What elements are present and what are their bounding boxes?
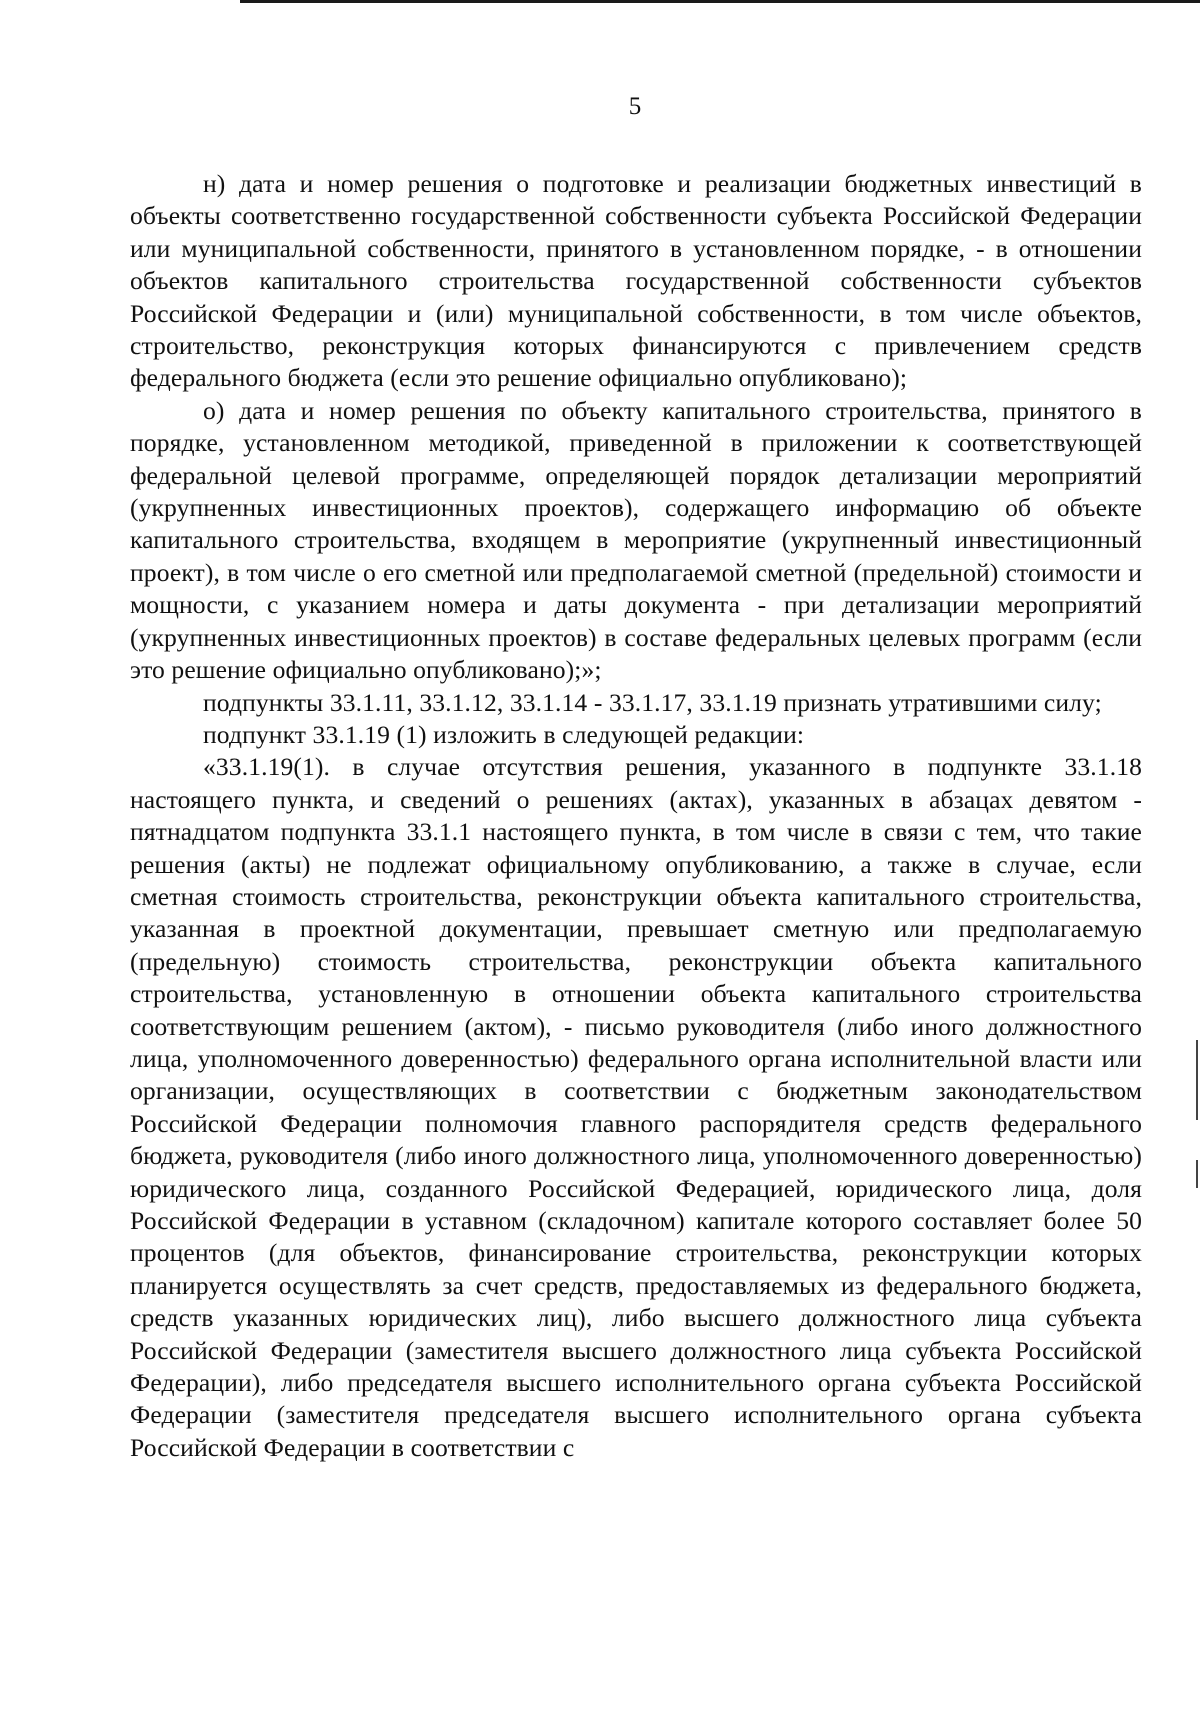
paragraph-repeal: подпункты 33.1.11, 33.1.12, 33.1.14 - 33.1.17, 33.1.19 признать утратившими силу; bbox=[203, 687, 1102, 717]
paragraph-o: о) дата и номер решения по объекту капитального строительства, принятого в порядке, установленном методикой, приведенной в приложении к соответствующей федеральной целевой программе, определяющей порядок детализации мероприятий (укрупненных инвестиционных проектов), содержащего информацию об объекте капитального строительства, входящем в мероприятие (укрупненный инвестиционный проект), в том числе о его сметной или предполагаемой сметной (предельной) стоимости и мощности, с указанием номера и даты документа - при детализации мероприятий (укрупненных инвестиционных проектов) в составе федеральных целевых программ (если это решение официально опубликовано);»; bbox=[130, 395, 1142, 685]
paragraph-33-1-19-1: «33.1.19(1). в случае отсутствия решения, указанного в подпункте 33.1.18 настоящего пункта, и сведений о решениях (актах), указанных в абзацах девятом - пятнадцатом подпункта 33.1.1 настоящего пункта, в том числе в связи с тем, что такие решения (акты) не подлежат официальному опубликованию, а также в случае, если сметная стоимость строительства, реконструкции объекта капитального строительства, указанная в проектной документации, превышает сметную или предполагаемую (предельную) стоимость строительства, реконструкции объекта капитального строительства, установленную в отношении объекта капитального строительства соответствующим решением (актом), - письмо руководителя (либо иного должностного лица, уполномоченного доверенностью) федерального органа исполнительной власти или организации, осуществляющих в соответствии с бюджетным законодательством Российской Федерации полномочия главного распорядителя средств федерального бюджета, руководителя (либо иного должностного лица, уполномоченного доверенностью) юридического лица, созданного Российской Федерацией, юридического лица, доля Российской Федерации в уставном (складочном) капитале которого составляет более 50 процентов (для объектов, финансирование строительства, реконструкции которых планируется осуществлять за счет средств, предоставляемых из федерального бюджета, средств указанных юридических лиц), либо высшего должностного лица субъекта Российской Федерации (заместителя высшего должностного лица субъекта Российской Федерации), либо председателя высшего исполнительного органа субъекта Российской Федерации (заместителя председателя высшего исполнительного органа субъекта Российской Федерации в соответствии с bbox=[130, 752, 1142, 1462]
paragraph-amend-intro: подпункт 33.1.19 (1) изложить в следующей редакции: bbox=[203, 719, 805, 749]
page-number: 5 bbox=[628, 93, 642, 120]
scan-top-edge-line bbox=[240, 0, 1200, 3]
scan-right-edge-mark bbox=[1196, 1160, 1198, 1188]
document-body bbox=[130, 168, 1142, 1464]
paragraph-n: н) дата и номер решения о подготовке и реализации бюджетных инвестиций в объекты соответственно государственной собственности субъекта Российской Федерации или муниципальной собственности, принятого в установленном порядке, - в отношении объектов капитального строительства государственной собственности субъектов Российской Федерации и (или) муниципальной собственности, в том числе объектов, строительство, реконструкция которых финансируются с привлечением средств федерального бюджета (если это решение официально опубликовано); bbox=[130, 169, 1142, 393]
scan-right-edge-mark bbox=[1196, 1040, 1198, 1120]
